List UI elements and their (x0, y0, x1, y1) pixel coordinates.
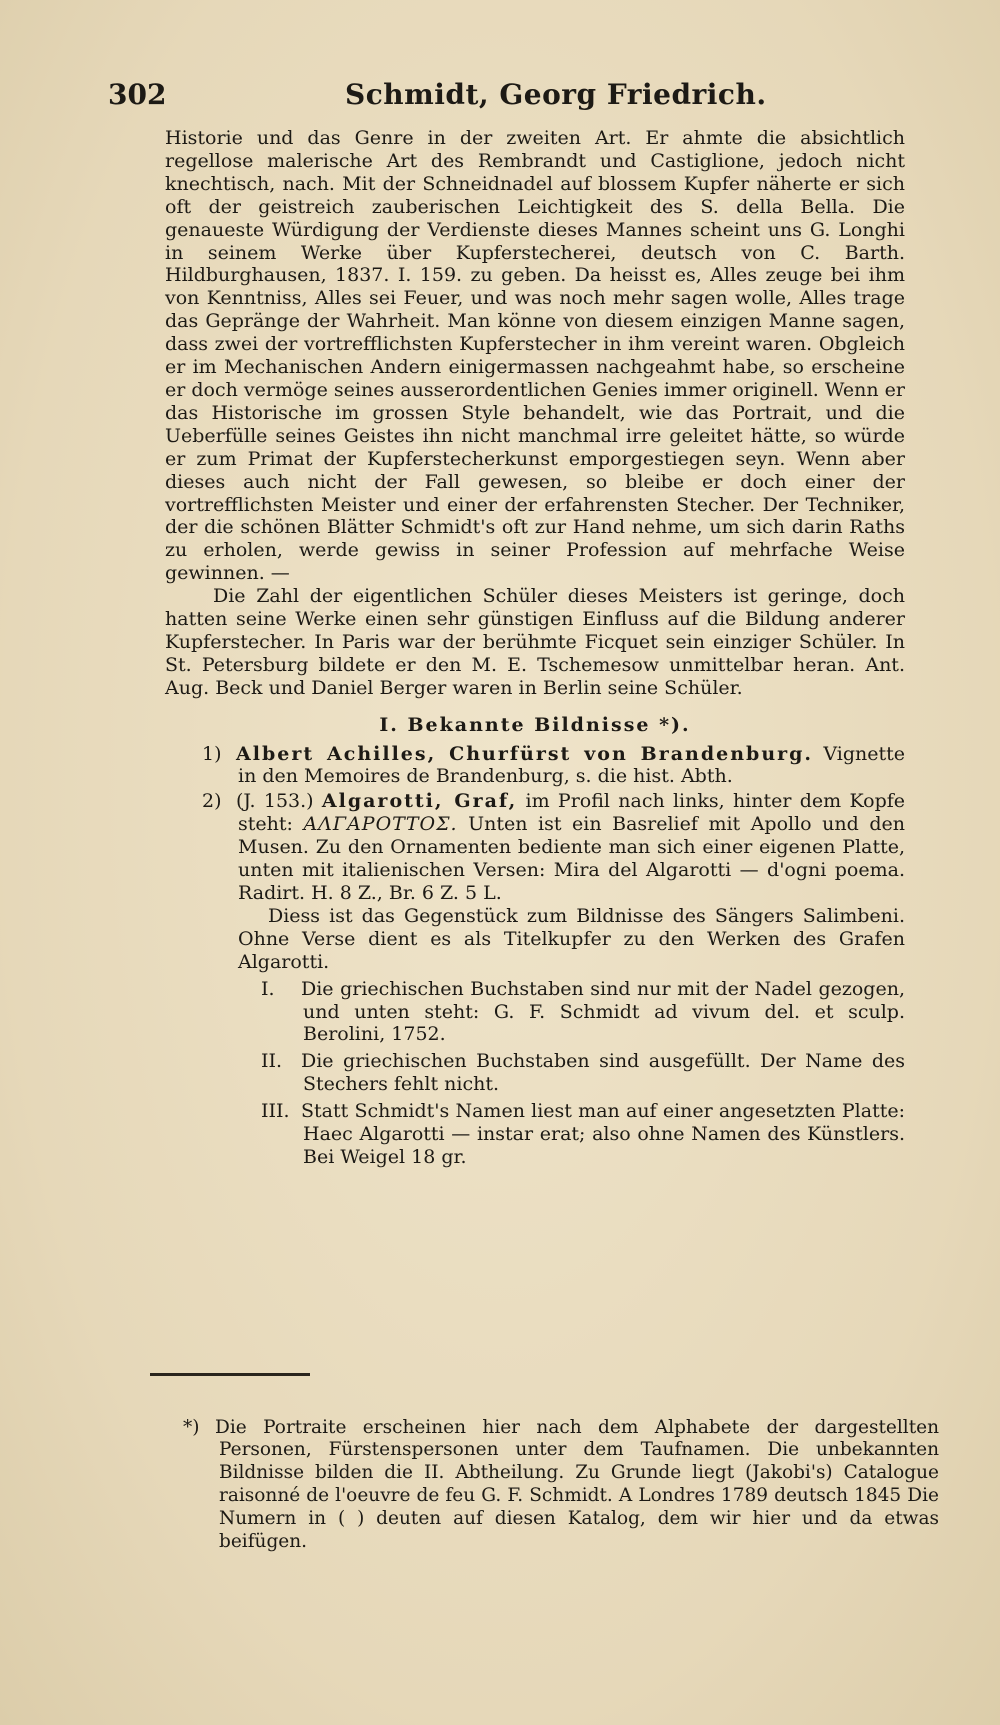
state-item (165, 1100, 905, 1169)
page-header (0, 78, 1000, 118)
entry-subject: Albert Achilles, Churfürst von Brandenburg. (236, 742, 814, 765)
section-heading: I. Bekannte Bildnisse *). (379, 713, 691, 736)
entry-note: Diess ist das Gegenstück zum Bildnisse des Sängers Salimbeni. Ohne Verse dient es als Titelkupfer zu den Werken des Grafen Algarotti. (238, 904, 905, 973)
entry-reference: (J. 153.) (236, 790, 322, 813)
footnote-divider (150, 1373, 310, 1376)
body-text (165, 127, 905, 1169)
entry-description: Vignette in den Memoires de Brandenburg, s. die hist. Abth. (238, 742, 905, 788)
greek-inscription: ΑΛΓΑΡΟΤΤΟΣ. (303, 813, 458, 836)
state-numeral: II. (261, 1050, 283, 1073)
state-numeral: I. (261, 977, 275, 1000)
catalog-entry-2 (165, 790, 905, 905)
state-text: Die griechischen Buchstaben sind nur mit der Nadel gezogen, und unten steht: G. F. Schmidt ad vivum del. et sculp. Berolini, 1752. (301, 977, 905, 1046)
paragraph-continuation: Historie und das Genre in der zweiten Art. Er ahmte die absichtlich regellose malerische Art des Rembrandt und Castiglione, jedoch nicht knechtisch, nach. Mit der Schneidnadel auf blossem Kupfer näherte er sich oft der geistreich zauberischen Leichtigkeit des S. della Bella. Die genaueste Würdigung der Verdienste dieses Mannes scheint uns G. Longhi in seinem Werke über Kupferstecherei, deutsch von C. Barth. Hildburghausen, 1837. I. 159. zu geben. Da heisst es, Alles zeuge bei ihm von Kenntniss, Alles sei Feuer, und was noch mehr sagen wolle, Alles trage das Gepränge der Wahrheit. Man könne von diesem einzigen Manne sagen, dass zwei der vortrefflichsten Kupferstecher in ihm vereint waren. Obgleich er im Mechanischen Andern einigermassen nachgeahmt habe, so erscheine er doch vermöge seines ausserordentlichen Genies immer originell. Wenn er das Historische im grossen Style behandelt, wie das Portrait, und die Ueberfülle seines Geistes ihn nicht manchmal irre geleitet hätte, so würde er zum Primat der Kupferstecherkunst emporgestiegen seyn. Wenn aber dieses auch nicht der Fall gewesen, so bleibe er doch einer der vortrefflichsten Meister und einer der erfahrensten Stecher. Der Techniker, der die schönen Blätter Schmidt's oft zur Hand nehme, um sich darin Raths zu erholen, werde gewiss in seiner Profession auf mehrfache Weise gewinnen. — (165, 127, 905, 585)
entry-number: 2) (202, 790, 222, 813)
entry-description: im Profil nach links, hinter dem Kopfe steht: (238, 790, 906, 836)
state-item (165, 1050, 905, 1096)
state-text: Statt Schmidt's Namen liest man auf einer angesetzten Platte: Haec Algarotti — instar erat; also ohne Namen des Künstlers. Bei Weigel 18 gr. (301, 1100, 905, 1168)
footnote-text: Die Portraite erscheinen hier nach dem Alphabete der dargestellten Personen, Fürstenspersonen unter dem Taufnamen. Die unbekannten Bildnisse bilden die II. Abtheilung. Zu Grunde liegt (Jakobi's) Catalogue raisonné de l'oeuvre de feu G. F. Schmidt. A Londres 1789 deutsch 1845 Die Numern in ( ) deuten auf diesen Katalog, dem wir hier und da etwas beifügen. (215, 1416, 939, 1553)
state-numeral: III. (261, 1100, 290, 1123)
state-item (165, 978, 905, 1047)
page-number: 302 (108, 78, 167, 111)
paragraph-students: Die Zahl der eigentlichen Schüler dieses Meisters ist geringe, doch hatten seine Werke einen sehr günstigen Einfluss auf die Bildung anderer Kupferstecher. In Paris war der berühmte Ficquet sein einziger Schüler. In St. Petersburg bildete er den M. E. Tschemesow unmittelbar heran. Ant. Aug. Beck und Daniel Berger waren in Berlin seine Schüler. (165, 585, 905, 699)
state-text: Die griechischen Buchstaben sind ausgefüllt. Der Name des Stechers fehlt nicht. (301, 1050, 905, 1096)
entry-subject: Algarotti, Graf, (321, 790, 518, 813)
running-title: Schmidt, Georg Friedrich. (345, 78, 767, 111)
footnote-mark: *) (183, 1416, 200, 1438)
catalog-entry-1 (165, 743, 905, 789)
entry-number: 1) (202, 742, 222, 765)
entry-description-cont: Unten ist ein Basrelief mit Apollo und den Musen. Zu den Ornamenten bediente man sich einer eigenen Platte, unten mit italienischen Versen: Mira del Algarotti — d'ogni poema. Radirt. H. 8 Z., Br. 6 Z. 5 L. (238, 813, 905, 904)
footnote (183, 1417, 939, 1554)
